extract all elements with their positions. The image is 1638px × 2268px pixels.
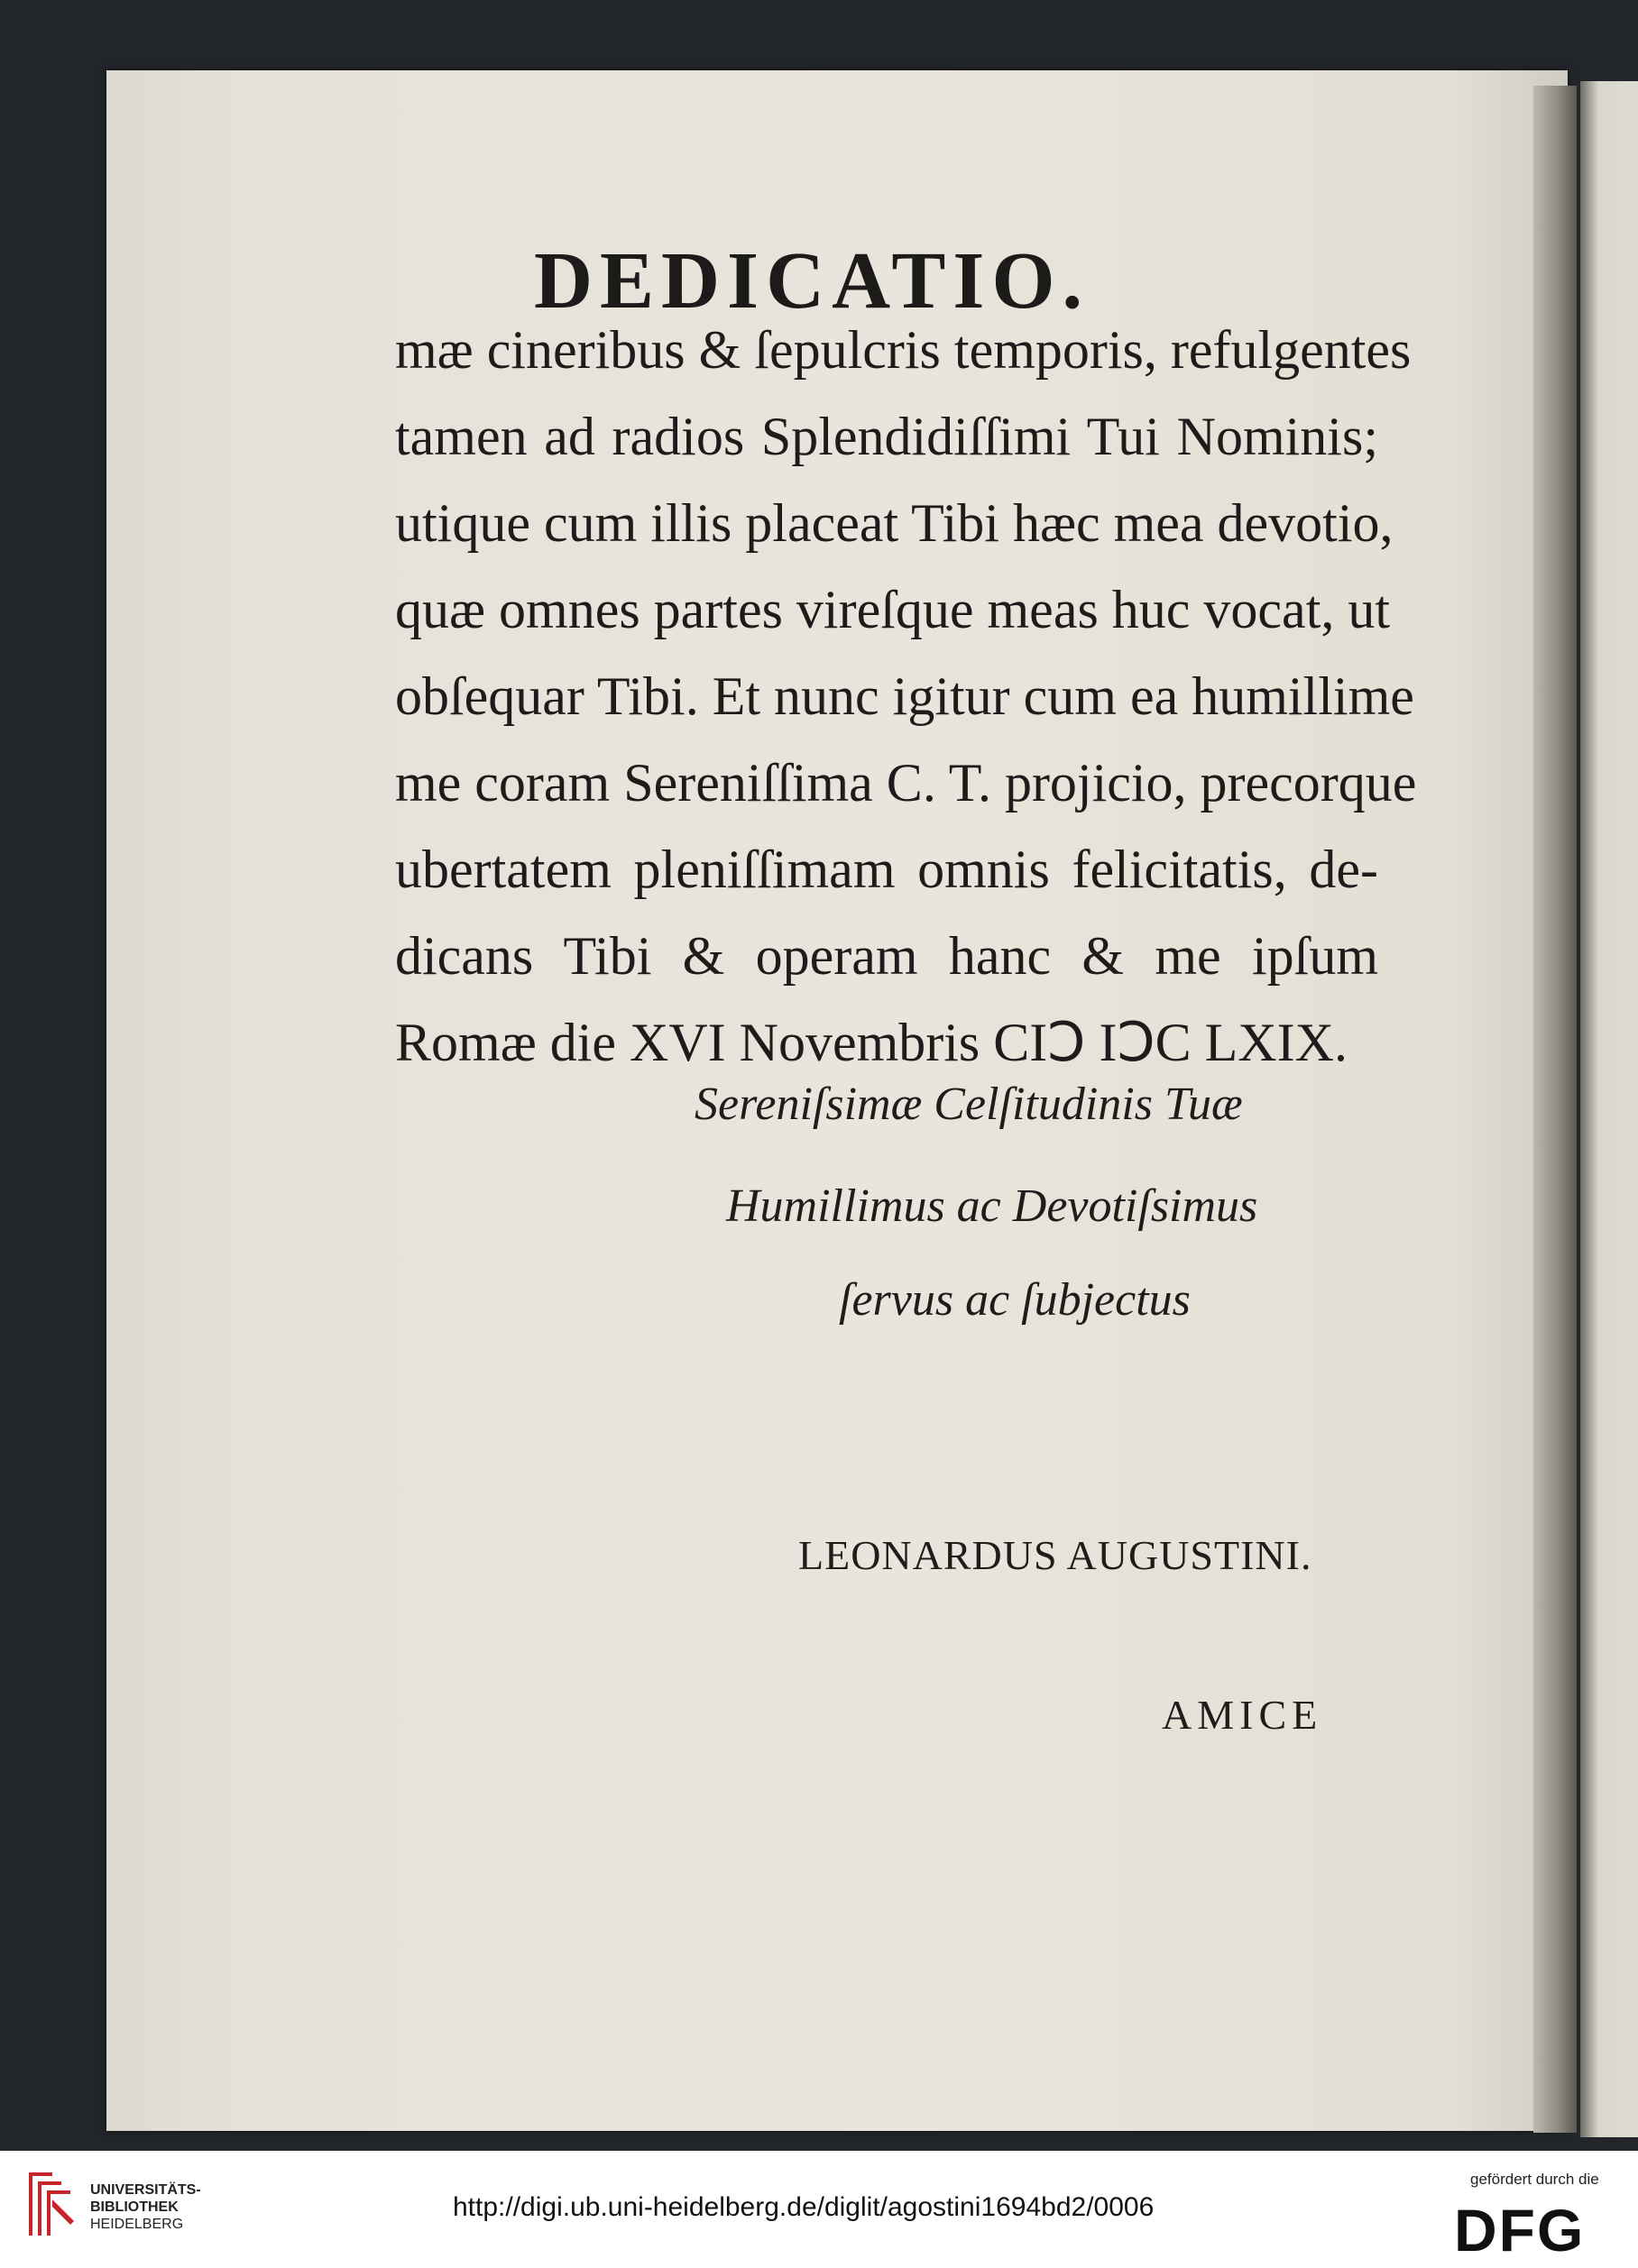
- body-line: ubertatem pleniſſimam omnis felicitatis, de-: [395, 840, 1378, 899]
- closing-servus: ſervus ac ſubjectus: [839, 1274, 1191, 1326]
- dfg-logo: DFG: [1454, 2197, 1586, 2263]
- page-heading: DEDICATIO.: [534, 236, 1090, 326]
- closing-humillimus: Humillimus ac Devotiſsimus: [726, 1180, 1258, 1232]
- facing-page: [1580, 81, 1638, 2137]
- body-line-date: Romæ die XVI Novembris CIↃ IↃC LXIX.: [395, 1013, 1348, 1072]
- dedication-body: [395, 307, 1417, 1086]
- author-signature: LEONARDUS AUGUSTINI.: [798, 1532, 1312, 1578]
- university-library-logo-icon: [20, 2167, 78, 2248]
- body-line: utique cum illis placeat Tibi hæc mea devotio,: [395, 493, 1394, 553]
- page-edge-shadow: [1533, 86, 1577, 2133]
- permalink-url[interactable]: http://digi.ub.uni-heidelberg.de/diglit/agostini1694bd2/0006: [453, 2192, 1155, 2222]
- library-name-line: HEIDELBERG: [90, 2217, 184, 2232]
- library-name-line: UNIVERSITÄTS-: [90, 2182, 201, 2198]
- body-line: tamen ad radios Splendidiſſimi Tui Nominis;: [395, 407, 1378, 466]
- library-name: [90, 2181, 201, 2233]
- body-line: quæ omnes partes vireſque meas huc vocat, ut: [395, 580, 1391, 639]
- library-name-line: BIBLIOTHEK: [90, 2199, 179, 2215]
- funder-caption: gefördert durch die: [1470, 2171, 1599, 2188]
- body-line: dicans Tibi & operam hanc & me ipſum: [395, 926, 1378, 986]
- closing-salutation: Sereniſsimæ Celſitudinis Tuæ: [695, 1079, 1243, 1130]
- footer-bar: [0, 2151, 1638, 2268]
- body-line: mæ cineribus & ſepulcris temporis, refulgentes: [395, 320, 1412, 380]
- body-line: obſequar Tibi. Et nunc igitur cum ea humillime: [395, 666, 1414, 726]
- body-line: me coram Sereniſſima C. T. projicio, precorque: [395, 753, 1417, 813]
- catchword: AMICE: [1162, 1692, 1323, 1738]
